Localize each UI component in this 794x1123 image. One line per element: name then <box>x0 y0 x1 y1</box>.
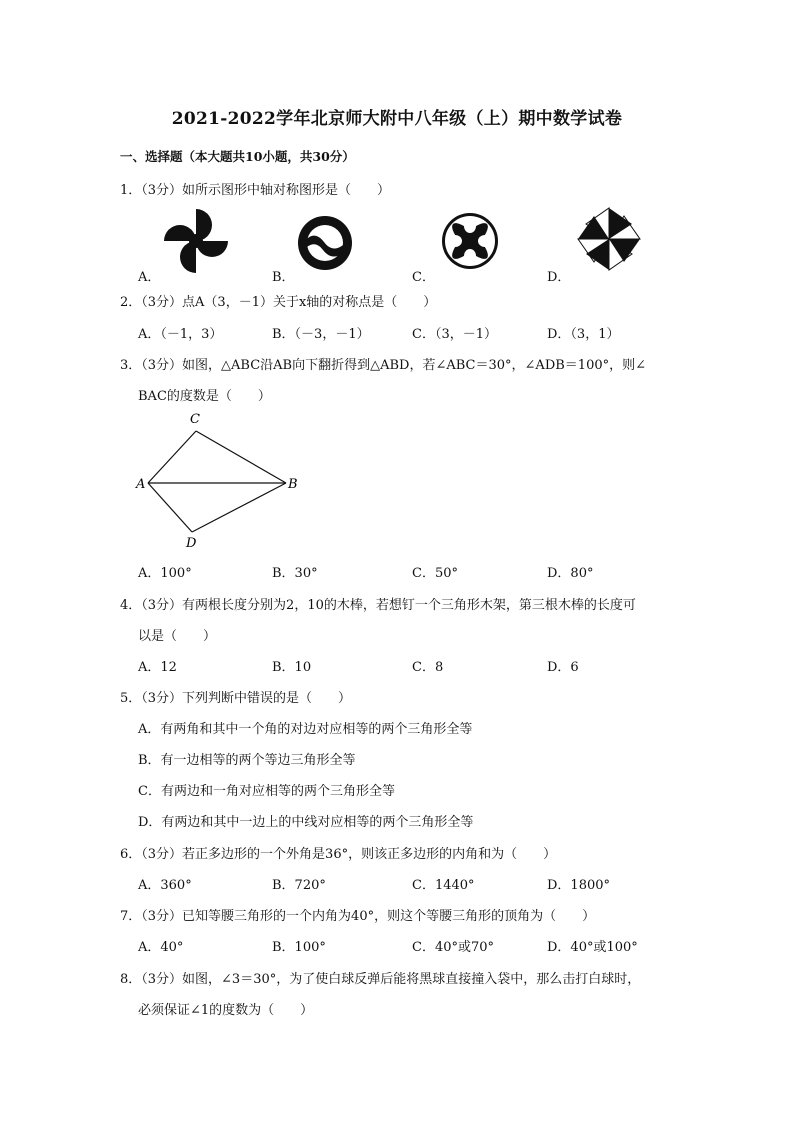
option-1a: A． <box>138 270 161 285</box>
option-2d: D．（3，1） <box>547 327 620 342</box>
triangle-fold-diagram <box>134 408 310 554</box>
question-5-stem: 5．（3分）下列判断中错误的是（ ） <box>120 691 352 706</box>
option-4c: C．8 <box>412 660 444 675</box>
option-3c: C．50° <box>412 566 458 581</box>
option-3a: A．100° <box>138 566 192 581</box>
question-7-stem: 7．（3分）已知等腰三角形的一个内角为40°，则这个等腰三角形的顶角为（ ） <box>120 909 596 924</box>
quatrefoil-figure <box>440 211 500 271</box>
label-d: D <box>186 536 197 551</box>
question-6-stem: 6．（3分）若正多边形的一个外角是36°，则该正多边形的内角和为（ ） <box>120 847 557 862</box>
option-5a: A．有两角和其中一个角的对边对应相等的两个三角形全等 <box>138 722 473 737</box>
option-5b: B．有一边相等的两个等边三角形全等 <box>138 753 356 768</box>
page-title: 2021-2022学年北京师大附中八年级（上）期中数学试卷 <box>171 109 623 129</box>
question-3-stem-line1: 3．（3分）如图，△ABC沿AB向下翻折得到△ABD，若∠ABC＝30°，∠ADB＝100°，则∠ <box>120 358 646 373</box>
option-2a: A．（－1，3） <box>138 327 223 342</box>
option-5d: D．有两边和其中一边上的中线对应相等的两个三角形全等 <box>138 815 474 830</box>
option-3d: D．80° <box>547 566 594 581</box>
question-8-stem-line1: 8．（3分）如图，∠3＝30°，为了使白球反弹后能将黑球直接撞入袋中，那么击打白球时， <box>120 972 641 987</box>
option-1b: B． <box>272 270 295 285</box>
option-2b: B．（－3，－1） <box>272 327 370 342</box>
option-7d: D．40°或100° <box>547 940 638 955</box>
option-6c: C．1440° <box>412 878 475 893</box>
option-4a: A．12 <box>138 660 177 675</box>
question-4-stem-line1: 4．（3分）有两根长度分别为2，10的木棒，若想钉一个三角形木架，第三根木棒的长度可 <box>120 598 636 613</box>
option-4d: D．6 <box>547 660 579 675</box>
option-1d: D． <box>547 270 571 285</box>
question-3-stem-line2: BAC的度数是（ ） <box>138 389 271 404</box>
question-2-stem: 2．（3分）点A（3，－1）关于x轴的对称点是（ ） <box>120 295 437 310</box>
option-2c: C．（3，－1） <box>412 327 497 342</box>
option-6d: D．1800° <box>547 878 611 893</box>
option-7c: C．40°或70° <box>412 940 495 955</box>
option-5c: C．有两边和一角对应相等的两个三角形全等 <box>138 784 395 799</box>
label-b: B <box>288 477 298 492</box>
section-heading: 一、选择题（本大题共10小题，共30分） <box>120 149 355 164</box>
option-1c: C． <box>412 270 435 285</box>
pinwheel-figure <box>162 207 230 275</box>
label-a: A <box>136 477 146 492</box>
option-6b: B．720° <box>272 878 326 893</box>
label-c: C <box>190 412 200 427</box>
question-4-stem-line2: 以是（ ） <box>138 629 217 644</box>
option-7b: B．100° <box>272 940 326 955</box>
option-7a: A．40° <box>138 940 184 955</box>
option-3b: B．30° <box>272 566 318 581</box>
option-4b: B．10 <box>272 660 312 675</box>
triangle-pinwheel-figure <box>572 202 646 276</box>
question-1-stem: 1．（3分）如所示图形中轴对称图形是（ ） <box>120 183 391 198</box>
wave-ring-figure <box>296 214 354 272</box>
option-6a: A．360° <box>138 878 192 893</box>
question-8-stem-line2: 必须保证∠1的度数为（ ） <box>138 1003 314 1018</box>
